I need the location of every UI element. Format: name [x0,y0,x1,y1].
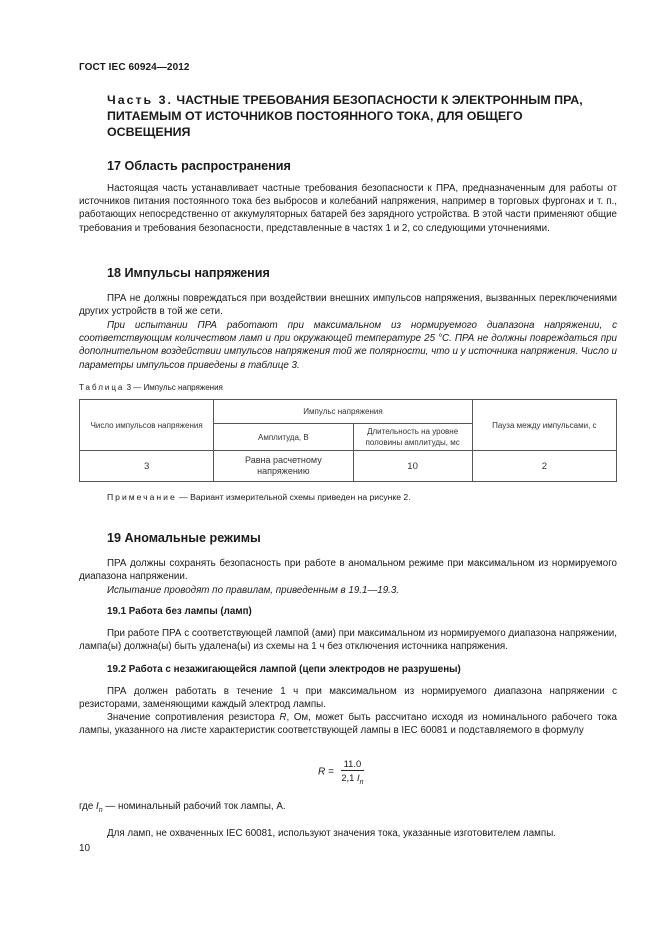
note-text: — Вариант измерительной схемы приведен на рисунке 2. [179,492,411,502]
formula-denominator [341,771,365,786]
formula-where-clause [79,800,286,817]
section-17-heading: 17 Область распространения [107,159,291,173]
section-19-2-heading: 19.2 Работа с незажигающейся лампой (цепи электродов не разрушены) [107,664,461,675]
where-text: — номинальный рабочий ток лампы, А. [105,801,286,812]
table-3 [79,399,617,482]
table-note [107,492,411,502]
part-title [107,92,597,140]
resistor-text-a: Значение сопротивления резистора [107,712,280,723]
cell-duration: 10 [353,451,472,482]
cell-count: 3 [80,451,214,482]
formula-denominator-var: I [356,772,360,783]
section-19-heading: 19 Аномальные режимы [107,531,261,545]
section-19-paragraph-1: ПРА должны сохранять безопасность при работе в аномальном режиме при максимальном из нормируемого диапазона напряжении. [79,558,617,583]
section-17-paragraph: Настоящая часть устанавливает частные требования безопасности к ПРА, предназначенным для работы от источников питания постоянного тока без выбросов и колебаний напряжения, например в торговых фургонах и т. п., работающих непосредственно от аккумуляторных батарей без зарядного устройства. В этой части применяют общие требования и требования безопасности, представленные в частях 1 и 2, со следующими уточнениями. [79,183,617,234]
resistor-symbol: R [279,712,287,723]
cell-amplitude: Равна расчетному напряжению [214,451,353,482]
formula-denominator-coef: 2,1 [341,772,355,783]
cell-pause: 2 [472,451,616,482]
part-title-text: ЧАСТНЫЕ ТРЕБОВАНИЯ БЕЗОПАСНОСТИ К ЭЛЕКТРОННЫМ ПРА, ПИТАЕМЫМ ОТ ИСТОЧНИКОВ ПОСТОЯННОГО ТОКА, ДЛЯ ОБЩЕГО ОСВЕЩЕНИЯ [107,93,583,139]
table-caption-rest: 3 — Импульс напряжения [126,383,223,392]
section-18-paragraph-1: ПРА не должны повреждаться при воздействии внешних импульсов напряжения, вызванных переключениями других устройств в той же сети. [79,293,617,318]
header-duration: Длительность на уровне половины амплитуды, мс [353,424,472,451]
section-18-heading: 18 Импульсы напряжения [107,266,270,280]
note-label: Примечание [107,492,177,502]
formula-denominator-sub: n [359,778,364,786]
formula-lhs: R = [318,766,334,778]
part-title-prefix: Часть 3. [107,93,173,107]
section-19-paragraph-2: Испытание проводят по правилам, приведенным в 19.1—19.3. [107,585,400,596]
page-number: 10 [79,843,91,854]
resistance-formula [318,758,364,786]
section-19-1-heading: 19.1 Работа без лампы (ламп) [107,606,252,617]
section-19-1-paragraph: При работе ПРА с соответствующей лампой (ами) при максимальном из нормируемого диапазона напряжении, лампа(ы) должна(ы) быть удалена(ы) из схемы на 1 ч без отключения источника напряжения. [79,628,617,653]
section-19-2-paragraph-2 [79,711,617,737]
table-header-row [80,400,617,424]
document-header: ГОСТ IEC 60924—2012 [79,62,190,73]
header-amplitude: Амплитуда, В [214,424,353,451]
where-prefix: где [79,801,94,812]
formula-fraction [341,758,365,786]
table-row [80,451,617,482]
section-18-paragraph-2: При испытании ПРА работают при максимальном из нормируемого диапазона напряжении, с соответствующим количеством ламп и при окружающей температуре 25 °С. ПРА не должны повреждаться при дополнительном воздействии импульсов напряжения той же полярности, что и у источника напряжения. Число и параметры импульсов приведены в таблице 3. [79,320,617,371]
formula-numerator: 11.0 [341,758,365,771]
last-paragraph: Для ламп, не охваченных IEC 60081, используют значения тока, указанные изготовителем лампы. [107,828,556,839]
section-19-2-paragraph-1: ПРА должен работать в течение 1 ч при максимальном из нормируемого диапазона напряжении с резисторами, заменяющими каждый электрод лампы. [79,686,617,711]
header-pulse-group: Импульс напряжения [214,400,472,424]
table-caption-prefix: Таблица [79,383,125,392]
table-3-caption [79,383,223,392]
header-pulse-count: Число импульсов напряжения [80,400,214,451]
where-sub: n [98,806,103,814]
where-var: I [96,801,99,812]
header-pause: Пауза между импульсами, с [472,400,616,451]
resistor-text-b: , Ом, может быть рассчитано исходя из номинального рабочего тока лампы, указанного на листе характеристик соответствующей лампы в IEC 60081 и подставляемого в формулу [79,712,617,737]
